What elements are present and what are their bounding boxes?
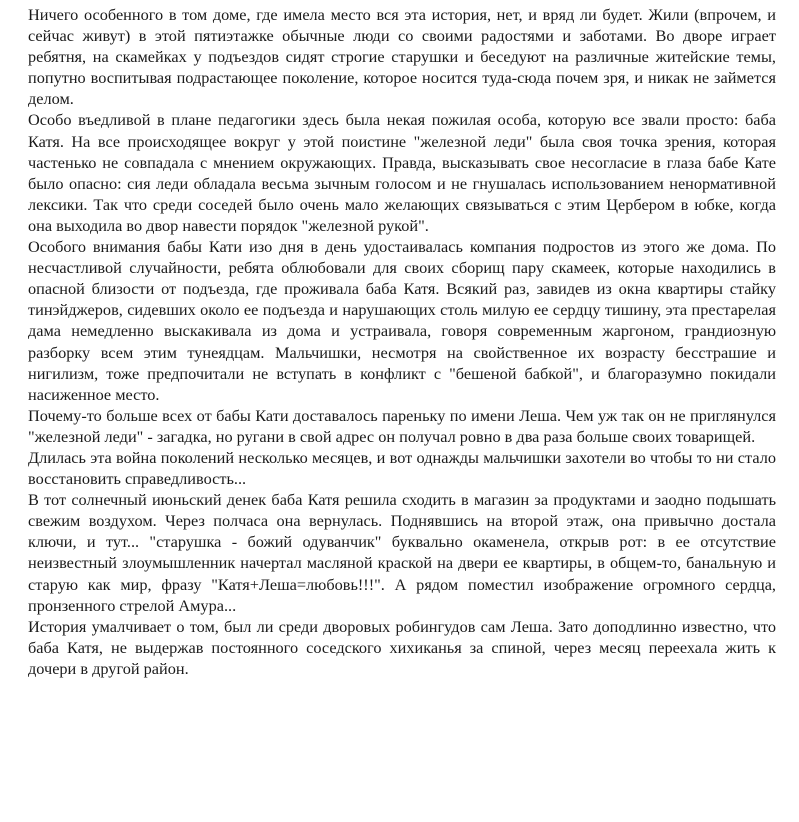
paragraph-teenagers: Особого внимания бабы Кати изо дня в день удостаивалась компания подростов из этого же дома. По несчастливой случайности, ребята облюбовали для своих сборищ пару скамеек, которые находились в опасной близости от подъезда, где проживала баба Катя. Всякий раз, завидев из окна квартиры стайку тинэйджеров, сидевших около ее подъезда и нарушающих столь милую ее сердцу тишину, эта престарелая дама немедленно выскакивала из дома и устраивала, говоря современным жаргоном, грандиозную разборку всем этим тунеядцам. Мальчишки, несмотря на свойственное их возрасту бесстрашие и нигилизм, тоже предпочитали не вступать в конфликт с "бешеной бабкой", и благоразумно покидали насиженное место. [28, 237, 776, 404]
paragraph-ending: История умалчивает о том, был ли среди дворовых робингудов сам Леша. Зато доподлинно известно, что баба Катя, не выдержав постоянного соседского хихиканья за спиной, через месяц переехала жить к дочери в другой район. [28, 616, 776, 678]
paragraph-war: Длилась эта война поколений несколько месяцев, и вот однажды мальчишки захотели во чтобы то ни стало восстановить справедливость... [28, 447, 776, 489]
paragraph-intro: Ничего особенного в том доме, где имела место вся эта история, нет, и вряд ли будет. Жили (впрочем, и сейчас живут) в этой пятиэтажке обычные люди со своими радостями и заботами. Во дворе играет ребятня, на скамейках у подъездов сидят строгие старушки и беседуют на различные житейские темы, попутно воспитывая подрастающее поколение, которое носится туда-сюда почем зря, и никак не займется делом. [28, 5, 776, 109]
paragraph-baba-katya: Особо въедливой в плане педагогики здесь была некая пожилая особа, которую все звали просто: баба Катя. На все происходящее вокруг у этой поистине "железной леди" была своя точка зрения, которая частенько не совпадала с мнением окружающих. Правда, высказывать свое несогласие в глаза бабе Кате было опасно: сия леди обладала весьма зычным голосом и не гнушалась использованием ненормативной лексики. Так что среди соседей было очень мало желающих связываться с этим Цербером в юбке, когда она выходила во двор навести порядок "железной рукой". [28, 110, 776, 235]
paragraph-graffiti: В тот солнечный июньский денек баба Катя решила сходить в магазин за продуктами и заодно подышать свежим воздухом. Через полчаса она вернулась. Поднявшись на второй этаж, она привычно достала ключи, и тут... "старушка - божий одуванчик" буквально окаменела, открыв рот: в ее отсутствие неизвестный злоумышленник начертал масляной краской на двери ее квартиры, в общем-то, банальную и старую как мир, фразу "Катя+Леша=любовь!!!". А рядом поместил изображение огромного сердца, пронзенного стрелой Амура... [28, 490, 776, 615]
paragraph-lesha: Почему-то больше всех от бабы Кати доставалось пареньку по имени Леша. Чем уж так он не приглянулся "железной леди" - загадка, но ругани в свой адрес он получал ровно в два раза больше своих товарищей. [28, 405, 776, 446]
